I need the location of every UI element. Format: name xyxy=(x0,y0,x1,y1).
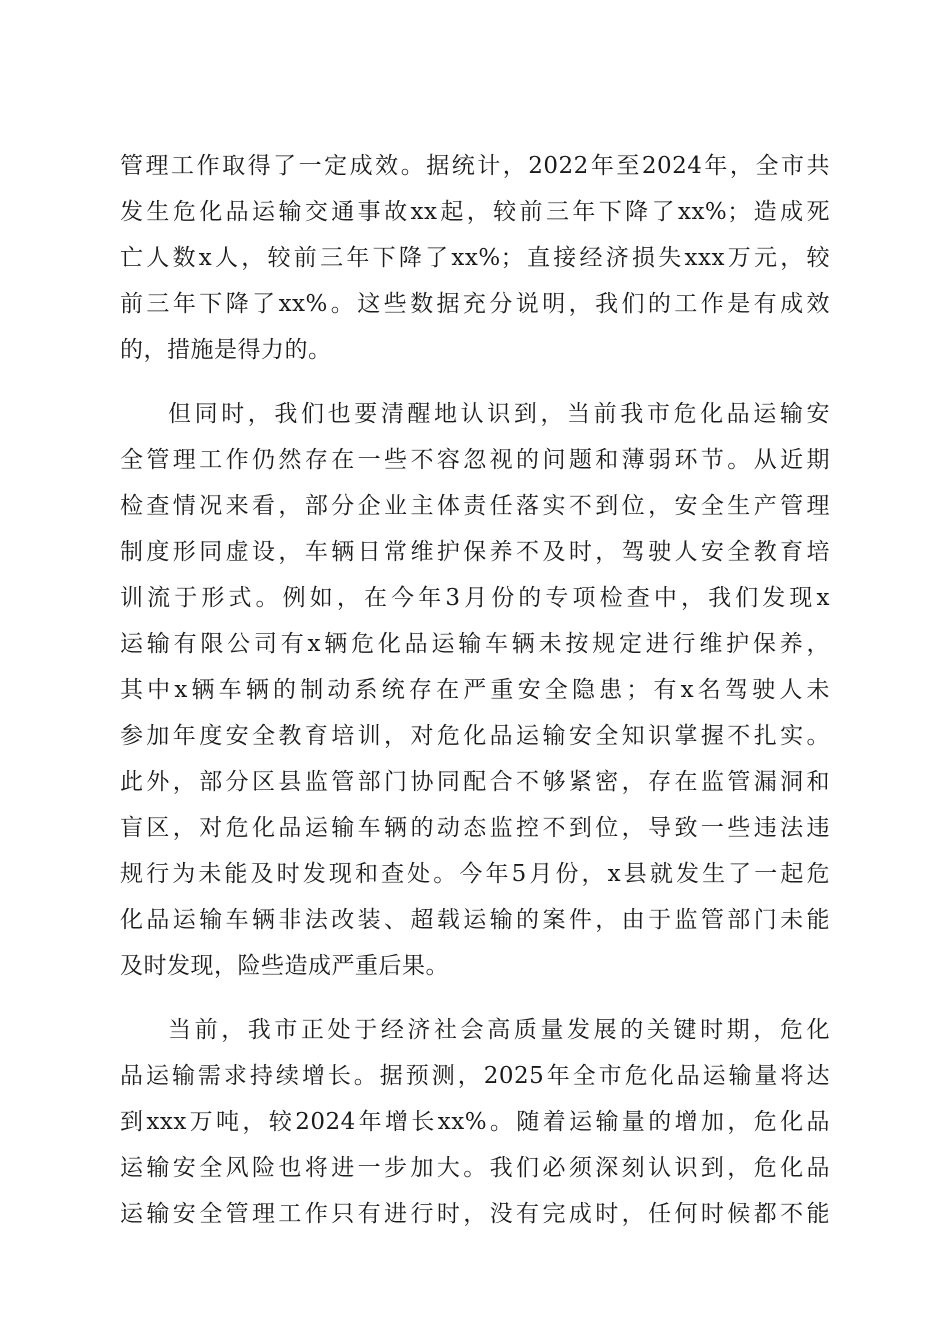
text-line: 此外，部分区县监管部门协同配合不够紧密，存在监管漏洞和 xyxy=(120,769,830,795)
paragraph-1 xyxy=(120,143,830,373)
text-line: 发生危化品运输交通事故xx起，较前三年下降了xx%；造成死 xyxy=(120,199,830,225)
text-line: 当前，我市正处于经济社会高质量发展的关键时期，危化 xyxy=(168,1017,830,1043)
paragraph-2 xyxy=(120,391,830,989)
text-line: 运输有限公司有x辆危化品运输车辆未按规定进行维护保养， xyxy=(120,631,830,657)
document-body xyxy=(120,143,830,1237)
text-line: 亡人数x人，较前三年下降了xx%；直接经济损失xxx万元，较 xyxy=(120,245,830,271)
paragraph-3 xyxy=(120,1007,830,1237)
text-line: 运输安全风险也将进一步加大。我们必须深刻认识到，危化品 xyxy=(120,1155,830,1181)
text-line: 规行为未能及时发现和查处。今年5月份，x县就发生了一起危 xyxy=(120,861,830,887)
text-line: 管理工作取得了一定成效。据统计，2022年至2024年，全市共 xyxy=(120,153,830,179)
text-line: 及时发现，险些造成严重后果。 xyxy=(120,953,449,979)
text-line: 品运输需求持续增长。据预测，2025年全市危化品运输量将达 xyxy=(120,1063,830,1089)
text-line: 训流于形式。例如，在今年3月份的专项检查中，我们发现x xyxy=(120,585,830,611)
text-line: 运输安全管理工作只有进行时，没有完成时，任何时候都不能 xyxy=(120,1201,830,1227)
text-line: 前三年下降了xx%。这些数据充分说明，我们的工作是有成效 xyxy=(120,291,830,317)
text-line: 参加年度安全教育培训，对危化品运输安全知识掌握不扎实。 xyxy=(120,723,830,749)
text-line: 制度形同虚设，车辆日常维护保养不及时，驾驶人安全教育培 xyxy=(120,539,830,565)
text-line: 检查情况来看，部分企业主体责任落实不到位，安全生产管理 xyxy=(120,493,830,519)
text-line: 全管理工作仍然存在一些不容忽视的问题和薄弱环节。从近期 xyxy=(120,447,830,473)
text-line: 其中x辆车辆的制动系统存在严重安全隐患；有x名驾驶人未 xyxy=(120,677,830,703)
text-line: 但同时，我们也要清醒地认识到，当前我市危化品运输安 xyxy=(168,401,830,427)
text-line: 的，措施是得力的。 xyxy=(120,337,332,363)
text-line: 盲区，对危化品运输车辆的动态监控不到位，导致一些违法违 xyxy=(120,815,830,841)
text-line: 化品运输车辆非法改装、超载运输的案件，由于监管部门未能 xyxy=(120,907,830,933)
text-line: 到xxx万吨，较2024年增长xx%。随着运输量的增加，危化品 xyxy=(120,1109,830,1135)
